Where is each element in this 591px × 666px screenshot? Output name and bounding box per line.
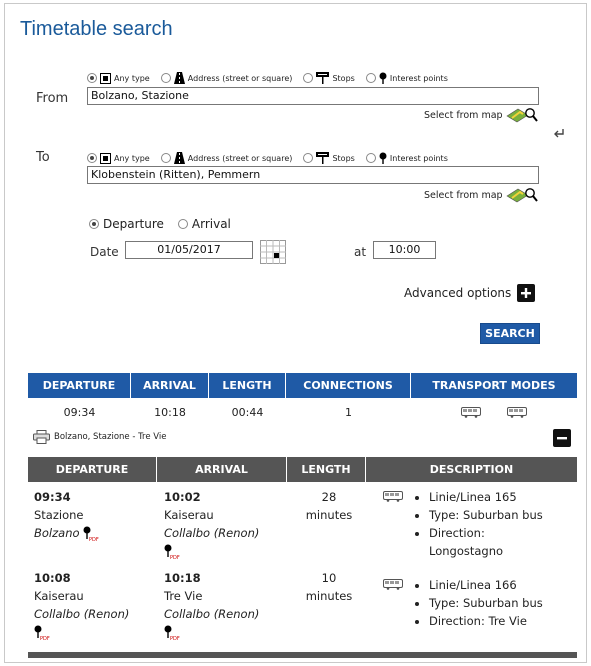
col-transport-modes[interactable]: TRANSPORT MODES [432,379,556,392]
plus-icon [517,284,535,302]
map-magnifier-icon [506,106,538,124]
pin-pdf-icon[interactable] [34,625,50,642]
road-icon [174,152,185,164]
bus-stop-icon [316,152,329,164]
any-type-icon [100,153,111,164]
svg-text:PDF: PDF [170,635,180,642]
pin-pdf-icon[interactable] [164,544,180,561]
from-select-map[interactable]: Select from map [424,106,538,124]
to-type-options: Any type Address (street or square) Stops Interest points [87,148,454,167]
pin-icon [379,72,387,84]
bus-stop-icon [316,72,329,84]
search-button[interactable]: SEARCH [480,323,540,344]
svg-text:PDF: PDF [89,536,99,543]
from-type-address-radio[interactable] [161,73,171,83]
from-label: From [36,91,69,106]
col-length[interactable]: LENGTH [209,373,286,398]
pin-icon [379,152,387,164]
route-summary [33,430,167,444]
segment-1-description: • Linie/Linea 165 • Type: Suburban bus • Direction: Longostagno [415,488,575,560]
swap-icon[interactable] [553,126,565,138]
pin-pdf-icon[interactable] [83,526,99,543]
date-input[interactable]: 01/05/2017 [125,241,253,259]
timetable-panel [4,3,587,663]
page-title: Timetable search [20,18,173,40]
route-label: Bolzano, Stazione - Tre Vie [54,432,167,442]
segment-1-length: 28 minutes [305,490,353,522]
transport-modes [411,407,577,418]
time-input[interactable]: 10:00 [373,241,436,259]
to-select-map[interactable]: Select from map [424,186,538,204]
road-icon [174,72,185,84]
from-type-options: Any type Address (street or square) Stops Interest points [87,68,454,87]
detail-header: DEPARTURE ARRIVAL LENGTH DESCRIPTION [28,457,577,482]
from-type-any-radio[interactable] [87,73,97,83]
from-input[interactable]: Bolzano, Stazione [87,87,539,105]
segment-2-length: 10 minutes [305,571,353,603]
detail-footer-bar [28,652,577,658]
segment-2-departure: 10:08 Kaiserau Collalbo (Renon) PDF [34,571,130,642]
date-label: Date [90,245,119,259]
to-input[interactable]: Klobenstein (Ritten), Pemmern [87,166,539,184]
any-type-icon [100,73,111,84]
col-departure[interactable]: DEPARTURE [28,373,131,398]
from-type-interest-radio[interactable] [366,73,376,83]
advanced-options-toggle[interactable]: Advanced options [404,284,535,302]
col-arrival[interactable]: ARRIVAL [131,373,209,398]
segment-2-arrival: 10:18 Tre Vie Collalbo (Renon) PDF [164,571,260,642]
to-label: To [36,150,50,165]
departure-radio[interactable] [89,219,99,229]
result-row[interactable]: 09:34 10:18 00:44 1 [28,401,577,423]
col-connections[interactable]: CONNECTIONS [286,373,411,398]
printer-icon[interactable] [33,430,50,444]
svg-text:PDF: PDF [40,635,50,642]
segment-1-arrival: 10:02 Kaiserau Collalbo (Renon) PDF [164,490,260,561]
bus-icon [383,579,403,590]
segment-2-description: • Linie/Linea 166 • Type: Suburban bus • Direction: Tre Vie [415,576,575,630]
to-type-any-radio[interactable] [87,153,97,163]
bus-icon [507,407,527,418]
map-magnifier-icon [506,186,538,204]
bus-icon [461,407,481,418]
arrival-radio[interactable] [178,219,188,229]
to-type-stops-radio[interactable] [303,153,313,163]
calendar-icon[interactable] [260,240,286,264]
svg-text:PDF: PDF [170,554,180,561]
from-type-stops-radio[interactable] [303,73,313,83]
results-header [28,373,577,398]
time-mode: Departure Arrival [89,217,231,231]
segment-1-departure: 09:34 Stazione Bolzano PDF [34,490,99,543]
to-type-address-radio[interactable] [161,153,171,163]
bus-icon [383,491,403,502]
time-label: at [354,245,367,259]
collapse-minus-icon[interactable] [553,429,571,447]
to-type-interest-radio[interactable] [366,153,376,163]
pin-pdf-icon[interactable] [164,625,180,642]
